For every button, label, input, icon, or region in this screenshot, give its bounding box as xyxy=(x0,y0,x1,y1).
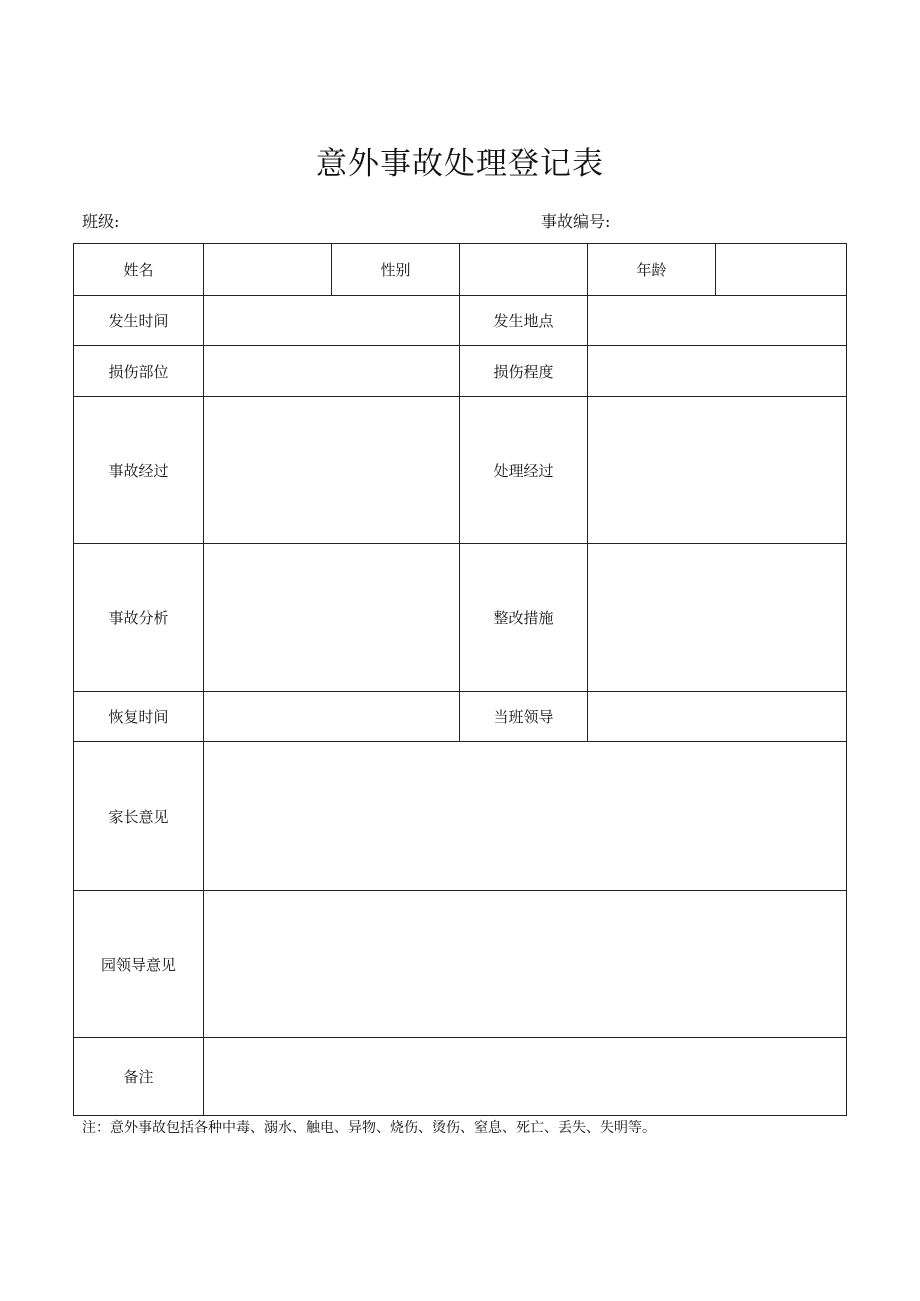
table-row xyxy=(74,397,847,544)
leader-on-duty-field[interactable] xyxy=(588,692,847,742)
age-field[interactable] xyxy=(716,244,847,296)
name-label: 姓名 xyxy=(74,244,204,296)
footnote: 注：意外事故包括各种中毒、溺水、触电、异物、烧伤、烫伤、窒息、死亡、丢失、失明等。 xyxy=(82,1120,656,1136)
table-row xyxy=(74,346,847,397)
remarks-field[interactable] xyxy=(204,1038,847,1116)
rectify-label: 整改措施 xyxy=(460,544,588,692)
gender-field[interactable] xyxy=(460,244,588,296)
process-label: 事故经过 xyxy=(74,397,204,544)
handling-label: 处理经过 xyxy=(460,397,588,544)
place-label: 发生地点 xyxy=(460,296,588,346)
remarks-label: 备注 xyxy=(74,1038,204,1116)
time-field[interactable] xyxy=(204,296,460,346)
table-row xyxy=(74,244,847,296)
kindergarten-opinion-label: 园领导意见 xyxy=(74,891,204,1038)
leader-on-duty-label: 当班领导 xyxy=(460,692,588,742)
parent-opinion-label: 家长意见 xyxy=(74,742,204,891)
table-row xyxy=(74,296,847,346)
class-label: 班级: xyxy=(82,212,120,231)
table-row xyxy=(74,1038,847,1116)
place-field[interactable] xyxy=(588,296,847,346)
name-field[interactable] xyxy=(204,244,332,296)
analysis-label: 事故分析 xyxy=(74,544,204,692)
form-title: 意外事故处理登记表 xyxy=(316,146,604,182)
age-label: 年龄 xyxy=(588,244,716,296)
accident-number-label: 事故编号: xyxy=(541,212,611,231)
table-row xyxy=(74,692,847,742)
handling-field[interactable] xyxy=(588,397,847,544)
rectify-field[interactable] xyxy=(588,544,847,692)
registration-table xyxy=(73,243,847,1116)
injury-degree-label: 损伤程度 xyxy=(460,346,588,397)
table-row xyxy=(74,544,847,692)
parent-opinion-field[interactable] xyxy=(204,742,847,891)
process-field[interactable] xyxy=(204,397,460,544)
gender-label: 性别 xyxy=(332,244,460,296)
table-row xyxy=(74,891,847,1038)
injury-degree-field[interactable] xyxy=(588,346,847,397)
time-label: 发生时间 xyxy=(74,296,204,346)
injury-part-field[interactable] xyxy=(204,346,460,397)
table-row xyxy=(74,742,847,891)
injury-part-label: 损伤部位 xyxy=(74,346,204,397)
analysis-field[interactable] xyxy=(204,544,460,692)
recovery-field[interactable] xyxy=(204,692,460,742)
kindergarten-opinion-field[interactable] xyxy=(204,891,847,1038)
recovery-label: 恢复时间 xyxy=(74,692,204,742)
